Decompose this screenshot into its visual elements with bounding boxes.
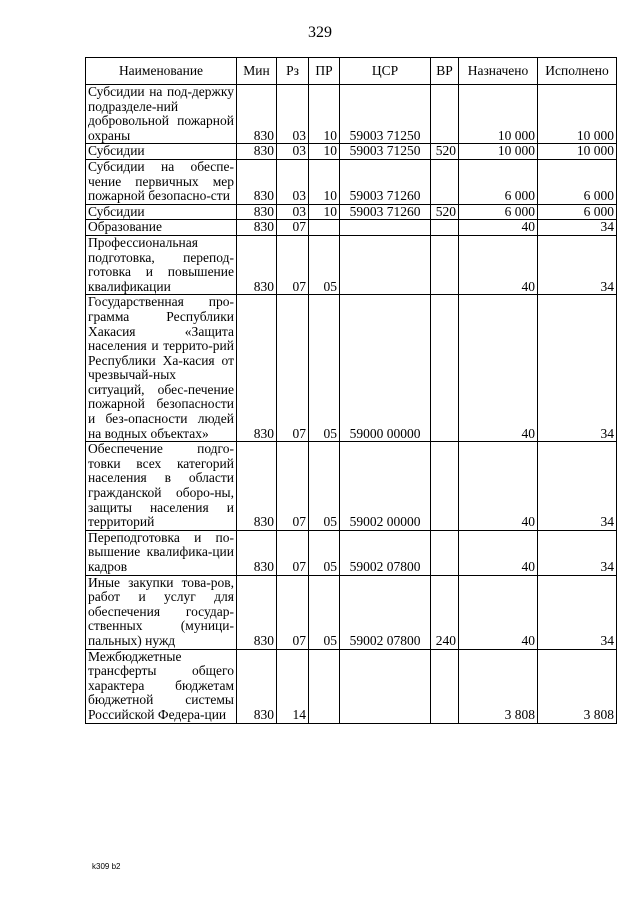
row-name: Субсидии <box>86 204 237 220</box>
row-pr: 05 <box>309 575 340 649</box>
table-row <box>86 575 617 649</box>
row-pr <box>309 220 340 236</box>
header-min: Мин <box>237 58 277 85</box>
row-assigned: 10 000 <box>459 144 538 160</box>
row-rz: 07 <box>277 235 309 294</box>
row-csr: 59003 71250 <box>340 85 431 144</box>
row-csr: 59002 07800 <box>340 575 431 649</box>
row-assigned: 40 <box>459 442 538 531</box>
row-min: 830 <box>237 295 277 442</box>
row-name: Образование <box>86 220 237 236</box>
row-pr: 05 <box>309 442 340 531</box>
header-pr: ПР <box>309 58 340 85</box>
row-name: Государственная про-грамма Республики Хакасия «Защита населения и террито-рий Республики Ха-касия от чрезвычай-ных ситуаций, обес-печение пожарной безопасности и без-опасности людей на водных объектах» <box>86 295 237 442</box>
header-vr: ВР <box>431 58 459 85</box>
row-name: Профессиональная подготовка, перепод-готовка и повышение квалификации <box>86 235 237 294</box>
row-min: 830 <box>237 530 277 575</box>
row-rz: 03 <box>277 204 309 220</box>
row-min: 830 <box>237 159 277 204</box>
page-number: 329 <box>308 24 332 41</box>
row-vr: 520 <box>431 204 459 220</box>
row-min: 830 <box>237 575 277 649</box>
row-executed: 6 000 <box>538 204 617 220</box>
header-csr: ЦСР <box>340 58 431 85</box>
row-min: 830 <box>237 85 277 144</box>
header-rz: Рз <box>277 58 309 85</box>
row-rz: 07 <box>277 530 309 575</box>
row-assigned: 6 000 <box>459 159 538 204</box>
row-pr: 10 <box>309 144 340 160</box>
row-name: Иные закупки това-ров, работ и услуг для обеспечения государ-ственных (муници-пальных) нужд <box>86 575 237 649</box>
row-min: 830 <box>237 442 277 531</box>
row-min: 830 <box>237 204 277 220</box>
row-assigned: 10 000 <box>459 85 538 144</box>
table-row <box>86 220 617 236</box>
table-row <box>86 144 617 160</box>
row-pr: 10 <box>309 159 340 204</box>
row-name: Субсидии на под-держку подразделе-ний добровольной пожарной охраны <box>86 85 237 144</box>
table-row <box>86 204 617 220</box>
row-assigned: 40 <box>459 220 538 236</box>
table-row <box>86 530 617 575</box>
row-rz: 03 <box>277 159 309 204</box>
row-executed: 34 <box>538 575 617 649</box>
row-name: Межбюджетные трансферты общего характера бюджетам бюджетной системы Российской Федера-ции <box>86 649 237 723</box>
row-vr: 520 <box>431 144 459 160</box>
row-rz: 03 <box>277 85 309 144</box>
row-vr <box>431 85 459 144</box>
header-name: Наименование <box>86 58 237 85</box>
row-vr <box>431 159 459 204</box>
row-vr <box>431 442 459 531</box>
row-csr: 59003 71250 <box>340 144 431 160</box>
row-name: Переподготовка и по-вышение квалифика-ции кадров <box>86 530 237 575</box>
row-min: 830 <box>237 649 277 723</box>
row-csr <box>340 220 431 236</box>
row-executed: 6 000 <box>538 159 617 204</box>
row-assigned: 40 <box>459 575 538 649</box>
table-row <box>86 159 617 204</box>
table-row <box>86 295 617 442</box>
row-assigned: 40 <box>459 235 538 294</box>
row-executed: 34 <box>538 235 617 294</box>
row-executed: 34 <box>538 442 617 531</box>
row-pr: 10 <box>309 204 340 220</box>
row-assigned: 3 808 <box>459 649 538 723</box>
row-executed: 3 808 <box>538 649 617 723</box>
row-pr: 05 <box>309 235 340 294</box>
row-executed: 34 <box>538 220 617 236</box>
table-row <box>86 649 617 723</box>
row-assigned: 40 <box>459 530 538 575</box>
row-executed: 10 000 <box>538 85 617 144</box>
row-pr: 05 <box>309 295 340 442</box>
row-vr <box>431 530 459 575</box>
row-pr: 10 <box>309 85 340 144</box>
row-min: 830 <box>237 144 277 160</box>
row-min: 830 <box>237 220 277 236</box>
row-rz: 07 <box>277 295 309 442</box>
row-vr: 240 <box>431 575 459 649</box>
row-vr <box>431 220 459 236</box>
row-csr: 59002 00000 <box>340 442 431 531</box>
row-csr: 59002 07800 <box>340 530 431 575</box>
row-vr <box>431 295 459 442</box>
row-pr: 05 <box>309 530 340 575</box>
table-row <box>86 235 617 294</box>
row-csr <box>340 649 431 723</box>
row-name: Субсидии <box>86 144 237 160</box>
row-min: 830 <box>237 235 277 294</box>
row-csr: 59000 00000 <box>340 295 431 442</box>
row-executed: 10 000 <box>538 144 617 160</box>
header-executed: Исполнено <box>538 58 617 85</box>
row-vr <box>431 235 459 294</box>
row-assigned: 40 <box>459 295 538 442</box>
row-executed: 34 <box>538 530 617 575</box>
row-rz: 07 <box>277 442 309 531</box>
row-assigned: 6 000 <box>459 204 538 220</box>
row-pr <box>309 649 340 723</box>
row-vr <box>431 649 459 723</box>
row-rz: 14 <box>277 649 309 723</box>
row-rz: 07 <box>277 575 309 649</box>
footer-code: k309 b2 <box>92 862 121 871</box>
table-row <box>86 442 617 531</box>
table-header-row <box>86 58 617 85</box>
row-csr: 59003 71260 <box>340 159 431 204</box>
row-executed: 34 <box>538 295 617 442</box>
row-name: Обеспечение подго-товки всех категорий населения в области гражданской оборо-ны, защиты населения и территорий <box>86 442 237 531</box>
row-rz: 03 <box>277 144 309 160</box>
header-assigned: Назначено <box>459 58 538 85</box>
row-rz: 07 <box>277 220 309 236</box>
row-name: Субсидии на обеспе-чение первичных мер пожарной безопасно-сти <box>86 159 237 204</box>
row-csr: 59003 71260 <box>340 204 431 220</box>
row-csr <box>340 235 431 294</box>
budget-table <box>85 57 617 724</box>
table-row <box>86 85 617 144</box>
